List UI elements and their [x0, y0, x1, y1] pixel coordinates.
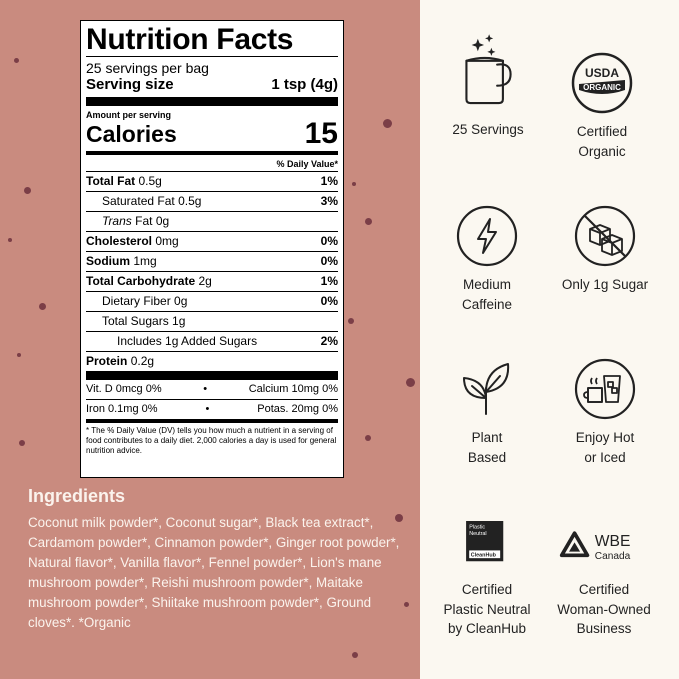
nutrient-row-sodium: [86, 251, 338, 271]
nutrient-amount: 0.2g: [130, 354, 155, 368]
nutrient-amount: 0mg: [155, 234, 179, 248]
plant-leaves-icon: [456, 358, 518, 420]
decorative-dot: [365, 435, 371, 441]
nutrient-name-italic: Trans: [102, 214, 132, 228]
decorative-dot: [383, 119, 392, 128]
feature-wbe: [539, 524, 669, 639]
nutrient-name: Fat: [135, 214, 153, 228]
sugar-cubes-crossed-icon: [574, 205, 636, 267]
badge-line: Plastic: [469, 524, 486, 531]
decorative-dot: [352, 652, 358, 658]
vitamin-right: Calcium 10mg 0%: [248, 383, 338, 395]
feature-caption: [422, 580, 552, 639]
nutrient-row-protein: [86, 351, 338, 371]
decorative-dot: [14, 58, 19, 63]
feature-caption: [537, 122, 667, 161]
caption-line: Certified: [578, 582, 630, 597]
nutrient-row-total-carbohydrate: [86, 271, 338, 291]
nutrient-name: Sodium: [86, 254, 130, 268]
feature-plant: [422, 358, 552, 467]
feature-cleanhub: [422, 520, 552, 639]
badge-line: Neutral: [469, 530, 487, 537]
nutrient-dv: 1%: [320, 174, 338, 188]
nutrient-amount: 2g: [198, 274, 212, 288]
caption-line: Based: [467, 449, 507, 465]
feature-caption: [422, 428, 552, 467]
caption-line: Only 1g Sugar: [561, 277, 649, 292]
caption-line: by CleanHub: [447, 621, 527, 636]
nutrient-row-trans-fat: [86, 211, 338, 231]
cleanhub-badge-icon: [463, 520, 511, 570]
decorative-dot: [24, 187, 31, 194]
seal-bottom-text: ORGANIC: [583, 83, 621, 92]
nutrient-name: Total Sugars: [102, 314, 169, 328]
caption-line: Plastic Neutral: [443, 601, 531, 617]
vitamin-right: Potas. 20mg 0%: [257, 403, 338, 415]
feature-servings: [423, 28, 553, 140]
nutrient-amount: 1mg: [133, 254, 157, 268]
decorative-dot: [39, 303, 46, 310]
vitamin-row: [86, 380, 338, 399]
right-panel: [420, 0, 679, 679]
nutrient-row-dietary-fiber: [86, 291, 338, 311]
usda-organic-seal-icon: [571, 52, 633, 114]
decorative-dot: [365, 218, 372, 225]
calories-row: [86, 117, 338, 150]
ingredients-text: Coconut milk powder*, Coconut sugar*, Black tea extract*, Cardamom powder*, Cinnamon powder*, Ginger root powder*, Natural flavor*, Vanilla flavor*, Fennel powder*, Lion's mane mushroom powder*, Reishi mushroom powder*, Maitake mushroom powder*, Shiitake mushroom powder*, Ground cloves*. *Organic: [28, 515, 400, 630]
nutrient-row-total-fat: [86, 171, 338, 191]
amount-per-serving: Amount per serving: [86, 110, 172, 120]
nutrient-name: Total Carbohydrate: [86, 274, 196, 288]
calories-label: Calories: [86, 121, 177, 147]
decorative-dot: [348, 318, 354, 324]
nutrient-amount: 0.5g: [178, 194, 202, 208]
nutrient-name: Dietary Fiber: [102, 294, 171, 308]
nutrient-dv: 0%: [320, 234, 338, 248]
decorative-dot: [17, 353, 21, 357]
feature-caption: [540, 275, 670, 295]
nutrient-name: Cholesterol: [86, 234, 153, 248]
feature-organic: [537, 52, 667, 161]
serving-size-row: [86, 76, 338, 94]
nutrient-row-cholesterol: [86, 231, 338, 251]
serving-size-label: Serving size: [86, 76, 174, 93]
caption-line: Caffeine: [461, 296, 513, 312]
nutrient-amount: 0g: [155, 214, 170, 228]
logo-bottom-text: Canada: [594, 550, 631, 562]
caption-line: Woman-Owned: [557, 601, 651, 617]
caption-line: Enjoy Hot: [575, 430, 635, 445]
nutrient-row-total-sugars: [86, 311, 338, 331]
calories-value: 15: [304, 117, 338, 150]
decorative-dot: [8, 238, 12, 242]
feature-caption: [422, 275, 552, 314]
nutrition-facts-label: [80, 20, 344, 478]
caption-line: Certified: [461, 582, 513, 597]
nutrient-amount: 0.5g: [138, 174, 162, 188]
vitamin-left: Vit. D 0mcg 0%: [86, 383, 162, 395]
vitamin-left: Iron 0.1mg 0%: [86, 403, 158, 415]
nutrient-dv: 1%: [320, 274, 338, 288]
serving-size-value: 1 tsp (4g): [271, 76, 338, 93]
nutrition-title: Nutrition Facts: [86, 23, 294, 56]
decorative-dot: [352, 182, 356, 186]
decorative-dot: [19, 440, 25, 446]
caption-line: 25 Servings: [452, 122, 524, 137]
feature-sugar: [540, 205, 670, 295]
nutrient-dv: 3%: [320, 194, 338, 208]
servings-per-container: 25 servings per bag: [86, 60, 209, 76]
logo-top-text: WBE: [594, 533, 631, 551]
nutrient-name: Saturated Fat: [102, 194, 175, 208]
caption-line: Certified: [576, 124, 628, 139]
nutrient-amount: 0g: [174, 294, 188, 308]
steaming-mug-icon: [453, 28, 523, 106]
daily-value-footnote: * The % Daily Value (DV) tells you how much a nutrient in a serving of food contributes to a daily diet. 2,000 calories a day is used for general nutrition advice.: [86, 426, 337, 455]
badge-brand: CleanHub: [470, 552, 496, 559]
seal-top-text: USDA: [584, 66, 620, 80]
nutrient-dv: 0%: [320, 294, 338, 308]
nutrient-name: Total Fat: [86, 174, 136, 188]
nutrient-row-added-sugars: [86, 331, 338, 351]
nutrient-row-saturated-fat: [86, 191, 338, 211]
nutrient-name: Includes 1g Added Sugars: [117, 334, 258, 348]
caption-line: Organic: [578, 143, 626, 159]
hot-and-iced-cups-icon: [574, 358, 636, 420]
decorative-dot: [406, 378, 415, 387]
caption-line: or Iced: [584, 449, 626, 465]
feature-caption: [423, 120, 553, 140]
caption-line: Plant: [471, 430, 503, 445]
wbe-canada-logo-icon: [558, 524, 650, 570]
bullet: •: [205, 403, 210, 415]
daily-value-header: % Daily Value*: [276, 159, 338, 169]
lightning-bolt-icon: [456, 205, 518, 267]
nutrient-dv: 0%: [320, 254, 338, 268]
feature-caption: [540, 428, 670, 467]
divider-thick: [86, 97, 338, 106]
feature-caption: [539, 580, 669, 639]
decorative-dot: [404, 602, 409, 607]
nutrient-dv: 2%: [320, 334, 338, 348]
feature-hot-iced: [540, 358, 670, 467]
feature-caffeine: [422, 205, 552, 314]
divider: [86, 56, 338, 57]
bullet: •: [203, 383, 208, 395]
caption-line: Business: [576, 621, 632, 636]
divider-thick: [86, 371, 338, 380]
ingredients-title: Ingredients: [28, 486, 126, 506]
nutrient-name: Protein: [86, 354, 128, 368]
caption-line: Medium: [462, 277, 511, 292]
vitamin-row: [86, 400, 338, 419]
nutrient-amount: 1g: [172, 314, 186, 328]
